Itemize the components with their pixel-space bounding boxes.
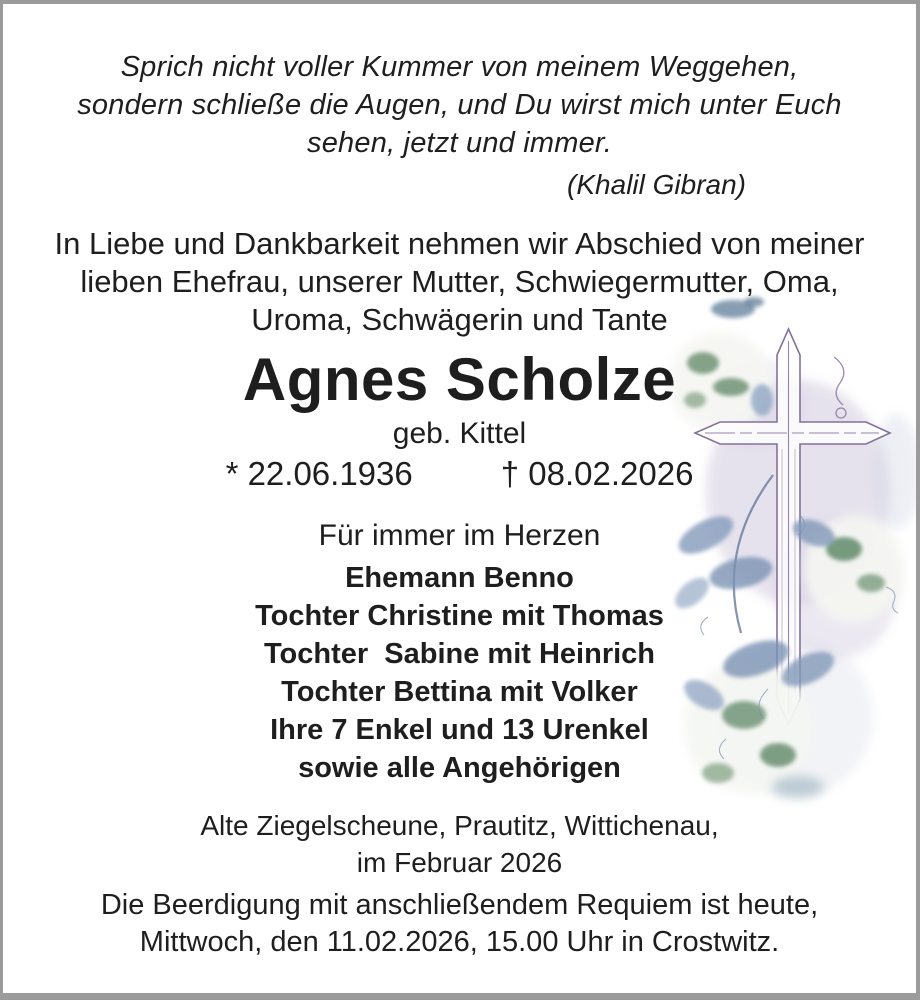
intro-text [3, 225, 916, 339]
mourner-grandchildren: Ihre 7 Enkel und 13 Urenkel [270, 714, 649, 746]
remembrance-line: Für immer im Herzen [318, 519, 601, 552]
quote-line-1: Sprich nicht voller Kummer von meinem Weggehen, [120, 51, 799, 83]
funeral-info [3, 887, 916, 961]
notice-content [3, 4, 916, 993]
location-line-2: im Februar 2026 [356, 847, 563, 878]
maiden-name: geb. Kittel [392, 417, 527, 450]
quote-attribution: (Khalil Gibran) [567, 169, 746, 200]
intro-line-2: lieben Ehefrau, unserer Mutter, Schwiegermutter, Oma, [80, 264, 839, 299]
location-line-1: Alte Ziegelscheune, Prautitz, Wittichenau, [200, 810, 719, 841]
quote-line-2: sondern schließe die Augen, und Du wirst mich unter Euch [77, 89, 842, 121]
intro-line-3: Uroma, Schwägerin und Tante [251, 302, 668, 337]
mourner-husband: Ehemann Benno [345, 562, 574, 594]
funeral-line-1: Die Beerdigung mit anschließendem Requiem ist heute, [100, 889, 819, 921]
deceased-name: Agnes Scholze [242, 346, 677, 413]
memorial-quote [3, 48, 916, 162]
mourner-relatives: sowie alle Angehörigen [298, 752, 621, 784]
death-date: † 08.02.2026 [500, 455, 694, 492]
mourner-daughter-2: Tochter Sabine mit Heinrich [263, 638, 656, 670]
funeral-line-2: Mittwoch, den 11.02.2026, 15.00 Uhr in Crostwitz. [139, 926, 780, 958]
location-block [3, 807, 916, 881]
quote-line-3: sehen, jetzt und immer. [307, 127, 612, 159]
intro-line-1: In Liebe und Dankbarkeit nehmen wir Abschied von meiner [54, 226, 865, 261]
mourners-list [3, 559, 916, 787]
life-dates [3, 456, 916, 492]
mourner-daughter-3: Tochter Bettina mit Volker [281, 676, 638, 708]
birth-date: * 22.06.1936 [225, 455, 413, 492]
mourner-daughter-1: Tochter Christine mit Thomas [255, 600, 664, 632]
